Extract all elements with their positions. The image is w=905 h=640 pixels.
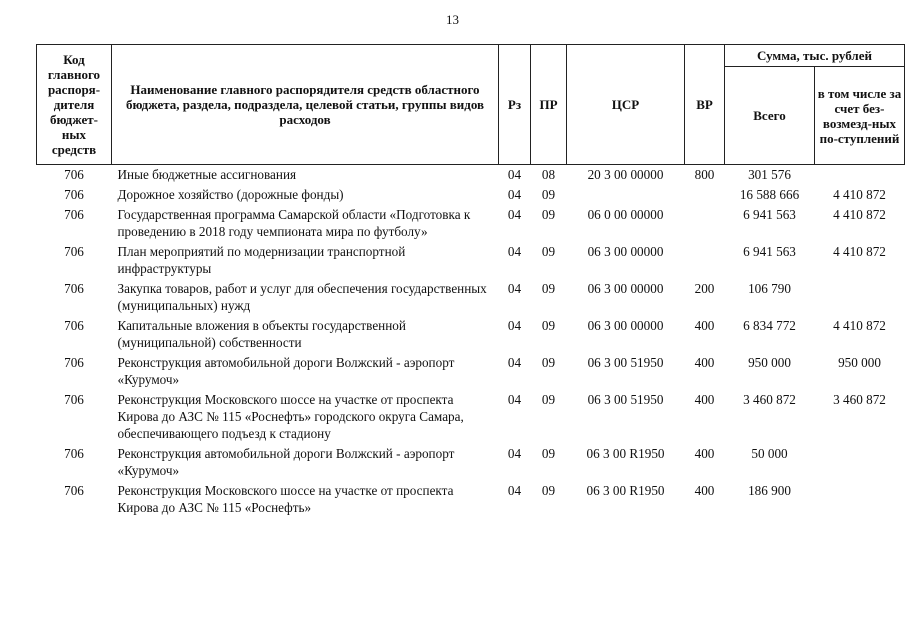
vr-cell: 400 bbox=[694, 355, 715, 370]
header-rz: Рз bbox=[499, 45, 531, 165]
incl-cell: 4 410 872 bbox=[833, 244, 886, 259]
name-cell: Иные бюджетные ассигнования bbox=[117, 167, 297, 182]
rz-cell: 04 bbox=[507, 355, 522, 370]
name-cell: Реконструкция Московского шоссе на участке от проспекта Кирова до АЗС № 115 «Роснефть» bbox=[117, 483, 454, 515]
code-cell: 706 bbox=[64, 446, 84, 461]
csr-cell: 06 3 00 00000 bbox=[587, 318, 664, 333]
code-cell: 706 bbox=[64, 244, 84, 259]
code-cell: 706 bbox=[64, 355, 84, 370]
incl-cell bbox=[815, 482, 905, 519]
vr-cell: 800 bbox=[694, 167, 715, 182]
code-cell: 706 bbox=[64, 207, 84, 222]
incl-cell bbox=[815, 445, 905, 482]
name-cell: План мероприятий по модернизации транспортной инфраструктуры bbox=[117, 244, 406, 276]
rz-cell: 04 bbox=[507, 318, 522, 333]
incl-cell: 950 000 bbox=[838, 355, 881, 370]
code-cell: 706 bbox=[64, 187, 84, 202]
csr-cell: 06 3 00 R1950 bbox=[586, 446, 665, 461]
pr-cell: 09 bbox=[541, 187, 556, 202]
table-row bbox=[37, 186, 905, 206]
total-cell: 106 790 bbox=[748, 281, 791, 296]
table-row bbox=[37, 280, 905, 317]
header-vr: ВР bbox=[685, 45, 725, 165]
rz-cell: 04 bbox=[507, 446, 522, 461]
rz-cell: 04 bbox=[507, 187, 522, 202]
vr-cell bbox=[685, 243, 725, 280]
name-cell: Реконструкция автомобильной дороги Волжский - аэропорт «Курумоч» bbox=[117, 446, 455, 478]
header-total: Всего bbox=[725, 67, 815, 165]
name-cell: Реконструкция Московского шоссе на участке от проспекта Кирова до АЗС № 115 «Роснефть» городского округа Самара, обеспечивающего подъезд к стадиону bbox=[117, 392, 464, 441]
total-cell: 6 941 563 bbox=[743, 207, 796, 222]
incl-cell: 4 410 872 bbox=[833, 318, 886, 333]
table-row bbox=[37, 317, 905, 354]
csr-cell: 06 3 00 51950 bbox=[587, 355, 664, 370]
code-cell: 706 bbox=[64, 281, 84, 296]
incl-cell: 4 410 872 bbox=[833, 207, 886, 222]
rz-cell: 04 bbox=[507, 281, 522, 296]
name-cell: Реконструкция автомобильной дороги Волжский - аэропорт «Курумоч» bbox=[117, 355, 455, 387]
total-cell: 6 941 563 bbox=[743, 244, 796, 259]
code-cell: 706 bbox=[64, 318, 84, 333]
table-row bbox=[37, 165, 905, 187]
vr-cell: 400 bbox=[694, 318, 715, 333]
csr-cell bbox=[567, 186, 685, 206]
code-cell: 706 bbox=[64, 483, 84, 498]
name-cell: Капитальные вложения в объекты государственной (муниципальной) собственности bbox=[117, 318, 406, 350]
vr-cell bbox=[685, 206, 725, 243]
table-row bbox=[37, 482, 905, 519]
rz-cell: 04 bbox=[507, 244, 522, 259]
total-cell: 186 900 bbox=[748, 483, 791, 498]
table-row bbox=[37, 243, 905, 280]
total-cell: 16 588 666 bbox=[739, 187, 800, 202]
rz-cell: 04 bbox=[507, 167, 522, 182]
pr-cell: 09 bbox=[541, 483, 556, 498]
csr-cell: 06 3 00 51950 bbox=[587, 392, 664, 407]
vr-cell: 400 bbox=[694, 446, 715, 461]
total-cell: 6 834 772 bbox=[743, 318, 796, 333]
rz-cell: 04 bbox=[507, 483, 522, 498]
csr-cell: 06 3 00 00000 bbox=[587, 281, 664, 296]
total-cell: 301 576 bbox=[748, 167, 791, 182]
code-cell: 706 bbox=[64, 167, 84, 182]
name-cell: Дорожное хозяйство (дорожные фонды) bbox=[117, 187, 344, 202]
vr-cell: 400 bbox=[694, 483, 715, 498]
table-row bbox=[37, 354, 905, 391]
pr-cell: 09 bbox=[541, 446, 556, 461]
header-code: Код главного распоря-дителя бюджет-ных средств bbox=[37, 45, 112, 165]
pr-cell: 08 bbox=[541, 167, 556, 182]
pr-cell: 09 bbox=[541, 392, 556, 407]
total-cell: 950 000 bbox=[748, 355, 791, 370]
header-name: Наименование главного распорядителя средств областного бюджета, раздела, подраздела, целевой статьи, группы видов расходов bbox=[112, 45, 499, 165]
pr-cell: 09 bbox=[541, 281, 556, 296]
table-row bbox=[37, 445, 905, 482]
csr-cell: 06 3 00 00000 bbox=[587, 244, 664, 259]
pr-cell: 09 bbox=[541, 355, 556, 370]
header-pr: ПР bbox=[531, 45, 567, 165]
table-row bbox=[37, 391, 905, 445]
table-row bbox=[37, 206, 905, 243]
vr-cell bbox=[685, 186, 725, 206]
csr-cell: 06 3 00 R1950 bbox=[586, 483, 665, 498]
budget-table bbox=[36, 44, 905, 519]
header-csr: ЦСР bbox=[567, 45, 685, 165]
vr-cell: 400 bbox=[694, 392, 715, 407]
incl-cell: 3 460 872 bbox=[833, 392, 886, 407]
incl-cell: 4 410 872 bbox=[833, 187, 886, 202]
total-cell: 3 460 872 bbox=[743, 392, 796, 407]
rz-cell: 04 bbox=[507, 392, 522, 407]
csr-cell: 20 3 00 00000 bbox=[587, 167, 664, 182]
header-incl: в том числе за счет без-возмезд-ных по-ступлений bbox=[815, 67, 905, 165]
pr-cell: 09 bbox=[541, 244, 556, 259]
incl-cell bbox=[815, 165, 905, 187]
vr-cell: 200 bbox=[694, 281, 715, 296]
incl-cell bbox=[815, 280, 905, 317]
rz-cell: 04 bbox=[507, 207, 522, 222]
page-number: 13 bbox=[446, 12, 459, 27]
pr-cell: 09 bbox=[541, 318, 556, 333]
name-cell: Государственная программа Самарской области «Подготовка к проведению в 2018 году чемпионата мира по футболу» bbox=[117, 207, 471, 239]
total-cell: 50 000 bbox=[751, 446, 788, 461]
name-cell: Закупка товаров, работ и услуг для обеспечения государственных (муниципальных) нужд bbox=[117, 281, 487, 313]
pr-cell: 09 bbox=[541, 207, 556, 222]
csr-cell: 06 0 00 00000 bbox=[587, 207, 664, 222]
header-sum: Сумма, тыс. рублей bbox=[725, 45, 905, 67]
code-cell: 706 bbox=[64, 392, 84, 407]
